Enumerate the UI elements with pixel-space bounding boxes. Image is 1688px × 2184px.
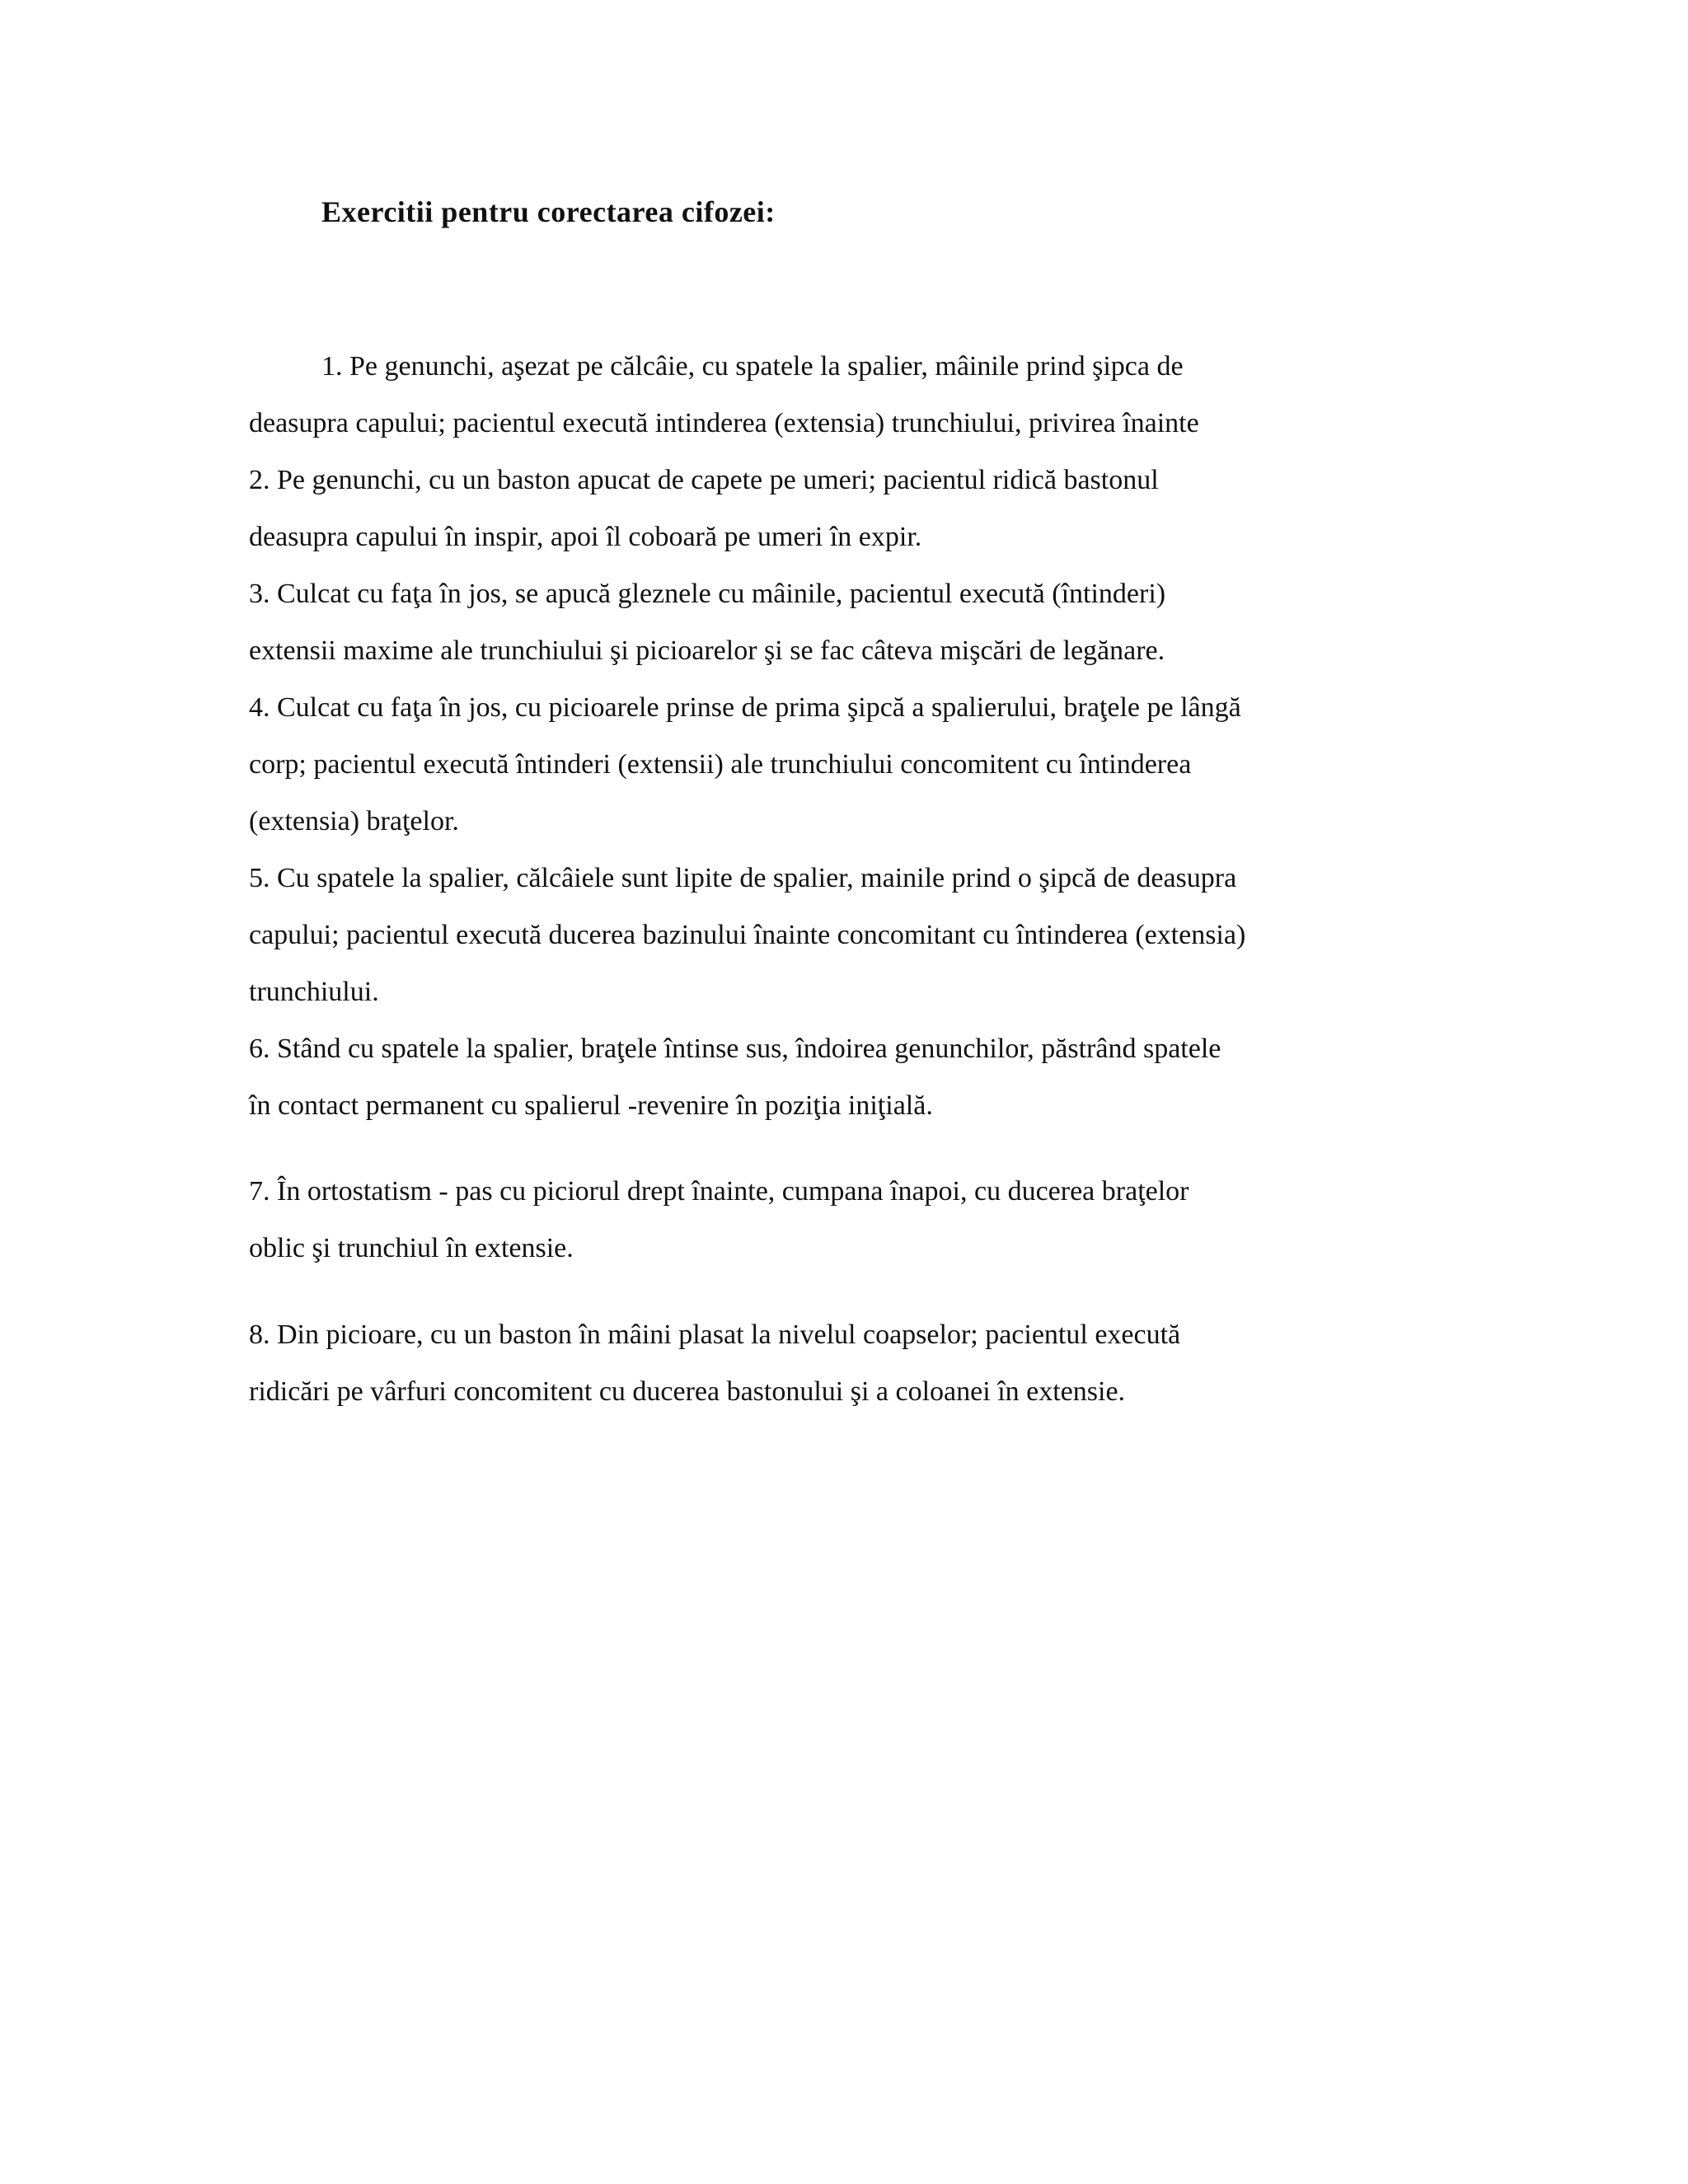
text-line-1: 1. Pe genunchi, aşezat pe călcâie, cu spatele la spalier, mâinile prind şipca de — [321, 351, 1184, 382]
text-line-10: 5. Cu spatele la spalier, călcâiele sunt lipite de spalier, mainile prind o şipcă de deasupra — [249, 863, 1237, 893]
text-line-16: oblic şi trunchiul în extensie. — [249, 1233, 574, 1263]
text-line-3: 2. Pe genunchi, cu un baston apucat de capete pe umeri; pacientul ridică bastonul — [249, 465, 1159, 495]
text-line-2: deasupra capului; pacientul execută intinderea (extensia) trunchiului, privirea înainte — [249, 408, 1199, 438]
text-line-14: în contact permanent cu spalierul -revenire în poziţia iniţială. — [249, 1090, 933, 1121]
document-title: Exercitii pentru corectarea cifozei: — [321, 195, 776, 228]
text-line-18: ridicări pe vârfuri concomitent cu ducerea bastonului şi a coloanei în extensie. — [249, 1376, 1126, 1407]
text-line-5: 3. Culcat cu faţa în jos, se apucă gleznele cu mâinile, pacientul execută (întinderi) — [249, 579, 1166, 609]
text-line-6: extensii maxime ale trunchiului şi picioarelor şi se fac câteva mişcări de legănare. — [249, 635, 1165, 666]
text-line-17: 8. Din picioare, cu un baston în mâini plasat la nivelul coapselor; pacientul execută — [249, 1319, 1181, 1350]
text-line-7: 4. Culcat cu faţa în jos, cu picioarele prinse de prima şipcă a spalierului, braţele pe lângă — [249, 692, 1241, 723]
text-line-13: 6. Stând cu spatele la spalier, braţele întinse sus, îndoirea genunchilor, păstrând spatele — [249, 1033, 1221, 1064]
text-line-15: 7. În ortostatism - pas cu piciorul drept înainte, cumpana înapoi, cu ducerea braţelor — [249, 1176, 1189, 1207]
text-line-4: deasupra capului în inspir, apoi îl coboară pe umeri în expir. — [249, 522, 922, 552]
text-line-8: corp; pacientul execută întinderi (extensii) ale trunchiului concomitent cu întinderea — [249, 749, 1192, 780]
text-line-9: (extensia) braţelor. — [249, 806, 459, 837]
text-line-11: capului; pacientul execută ducerea bazinului înainte concomitant cu întinderea (extensia) — [249, 920, 1246, 950]
text-line-12: trunchiului. — [249, 977, 379, 1007]
